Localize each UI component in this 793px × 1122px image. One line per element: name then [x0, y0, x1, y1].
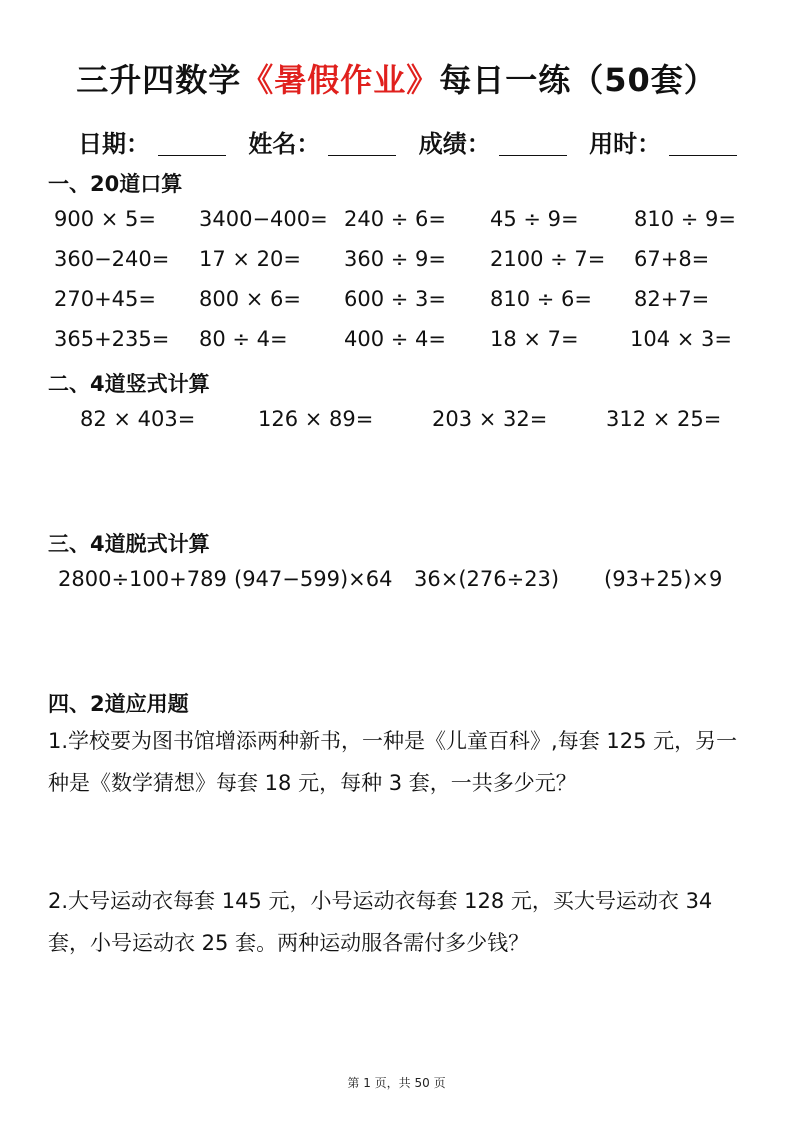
- step-calc-item: (93+25)×9: [604, 567, 723, 591]
- time-blank[interactable]: [669, 155, 737, 156]
- vertical-calc-item: 312 × 25=: [606, 407, 722, 431]
- oral-calc-item: 82+7=: [634, 287, 710, 311]
- score-blank[interactable]: [499, 155, 567, 156]
- oral-calc-item: 2100 ÷ 7=: [490, 247, 606, 271]
- name-field: 姓名：: [248, 124, 396, 159]
- vertical-calc-item: 126 × 89=: [258, 407, 374, 431]
- time-field: 用时：: [589, 124, 737, 159]
- date-field: 日期：: [78, 124, 226, 159]
- date-blank[interactable]: [158, 155, 226, 156]
- oral-calc-item: 80 ÷ 4=: [199, 327, 288, 351]
- info-line: [78, 124, 738, 159]
- oral-calc-item: 365+235=: [54, 327, 170, 351]
- step-calc-item: (947−599)×64: [234, 567, 393, 591]
- oral-calc-item: 810 ÷ 9=: [634, 207, 736, 231]
- vertical-calc-item: 82 × 403=: [80, 407, 196, 431]
- title-highlight: 《暑假作业》: [241, 61, 440, 99]
- oral-calc-item: 104 × 3=: [630, 327, 732, 351]
- section-2-heading: 二、4道竖式计算: [48, 372, 210, 396]
- oral-calc-item: 810 ÷ 6=: [490, 287, 592, 311]
- section-1-heading: 一、20道口算: [48, 172, 183, 196]
- title-tail: 每日一练（50套）: [439, 61, 717, 99]
- oral-calc-item: 270+45=: [54, 287, 156, 311]
- section-4-heading: 四、2道应用题: [48, 692, 189, 716]
- oral-calc-item: 600 ÷ 3=: [344, 287, 446, 311]
- oral-calc-item: 240 ÷ 6=: [344, 207, 446, 231]
- section-3-heading: 三、4道脱式计算: [48, 532, 210, 556]
- step-calc-item: 2800÷100+789: [58, 567, 227, 591]
- oral-calc-item: 800 × 6=: [199, 287, 301, 311]
- step-calc-item: 36×(276÷23): [414, 567, 560, 591]
- oral-calc-item: 17 × 20=: [199, 247, 301, 271]
- oral-calc-item: 18 × 7=: [490, 327, 579, 351]
- oral-calc-item: 360−240=: [54, 247, 170, 271]
- page-title: [0, 55, 793, 101]
- title-main: 三升四数学: [76, 61, 242, 99]
- oral-calc-item: 900 × 5=: [54, 207, 156, 231]
- oral-calc-item: 400 ÷ 4=: [344, 327, 446, 351]
- oral-calc-item: 45 ÷ 9=: [490, 207, 579, 231]
- score-field: 成绩：: [419, 124, 567, 159]
- word-problem-1: 1.学校要为图书馆增添两种新书，一种是《儿童百科》,每套 125 元，另一种是《数学猜想》每套 18 元，每种 3 套，一共多少元？: [48, 729, 738, 795]
- name-blank[interactable]: [328, 155, 396, 156]
- page-footer: 第 1 页，共 50 页: [347, 1076, 446, 1090]
- oral-calc-item: 3400−400=: [199, 207, 328, 231]
- oral-calc-item: 360 ÷ 9=: [344, 247, 446, 271]
- oral-calc-item: 67+8=: [634, 247, 710, 271]
- vertical-calc-item: 203 × 32=: [432, 407, 548, 431]
- word-problem-2: 2.大号运动衣每套 145 元，小号运动衣每套 128 元，买大号运动衣 34 套，小号运动衣 25 套。两种运动服各需付多少钱？: [48, 889, 713, 955]
